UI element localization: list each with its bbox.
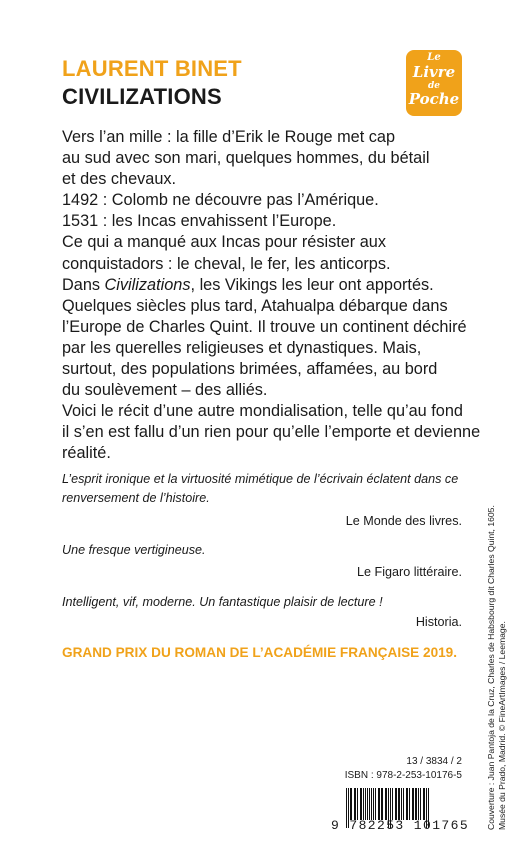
- blurb-line: réalité.: [62, 444, 111, 463]
- blurb-line: du soulèvement – des alliés.: [62, 381, 268, 400]
- barcode-bar: [373, 788, 374, 820]
- review-source: Historia.: [415, 615, 462, 629]
- logo-le: Le: [427, 52, 441, 63]
- book-references: [345, 755, 462, 783]
- blurb-line: et des chevaux.: [62, 170, 177, 189]
- barcode-bar: [415, 788, 417, 820]
- blurb-line: 1492 : Colomb ne découvre pas l’Amérique.: [62, 191, 379, 210]
- barcode-bar: [412, 788, 414, 820]
- logo-livre: Livre: [412, 63, 456, 81]
- blurb-line: Voici le récit d’une autre mondialisation, telle qu’au fond: [62, 402, 463, 421]
- isbn: ISBN : 978-2-253-10176-5: [344, 770, 462, 781]
- cover-credit-line1: Couverture : Juan Pantoja de la Cruz, Charles de Habsbourg dit Charles Quint, 1605.: [486, 505, 496, 830]
- barcode-bar: [378, 788, 380, 820]
- blurb-line: conquistadors : le cheval, le fer, les anticorps.: [62, 254, 391, 273]
- blurb-line: Quelques siècles plus tard, Atahualpa débarque dans: [62, 296, 448, 315]
- prize-text: GRAND PRIX DU ROMAN DE L’ACADÉMIE FRANÇAISE 2019.: [62, 645, 458, 660]
- barcode-bar: [398, 788, 400, 820]
- barcode-bar: [423, 788, 425, 820]
- barcode-bar: [363, 788, 364, 820]
- blurb-italic-title: Civilizations: [104, 275, 191, 294]
- review-quote: L’esprit ironique et la virtuosité mimétique de l’écrivain éclatent dans ce renversement de l’histoire.: [62, 472, 459, 505]
- blurb-line: Ce qui a manqué aux Incas pour résister aux: [62, 233, 386, 252]
- blurb: [62, 127, 481, 465]
- barcode-bar: [365, 788, 366, 820]
- blurb-line: il s’en est fallu d’un rien pour qu’elle l’emporte et devienne: [62, 423, 481, 442]
- review-source: Le Monde des livres.: [345, 514, 462, 528]
- blurb-line: par les querelles religieuses et dynastiques. Mais,: [62, 338, 422, 357]
- barcode-bar: [354, 788, 356, 820]
- barcode-bar: [403, 788, 404, 820]
- barcode-bar: [350, 788, 352, 820]
- blurb-rest: , les Vikings les leur ont apportés.: [190, 275, 434, 294]
- review-source: Le Figaro littéraire.: [357, 565, 462, 579]
- catalog-number: 13 / 3834 / 2: [406, 756, 462, 767]
- barcode-bar: [392, 788, 393, 820]
- barcode-bar: [375, 788, 376, 820]
- barcode-bar: [369, 788, 370, 820]
- barcode-digits: 9 782253 101765: [331, 818, 470, 833]
- barcode-bar: [385, 788, 387, 820]
- review-quote: Intelligent, vif, moderne. Un fantastique plaisir de lecture !: [62, 595, 383, 609]
- blurb-line: Vers l’an mille : la fille d’Erik le Rouge met cap: [62, 128, 396, 146]
- blurb-line: au sud avec son mari, quelques hommes, du bétail: [62, 149, 430, 168]
- blurb-dans: Dans: [62, 275, 105, 294]
- blurb-line: surtout, des populations brimées, affamées, au bord: [62, 360, 438, 379]
- barcode-bar: [360, 788, 362, 820]
- barcode-bar: [357, 788, 358, 820]
- publisher-logo: [406, 50, 462, 116]
- logo-poche: Poche: [408, 90, 460, 108]
- logo-de: de: [427, 81, 441, 91]
- barcode-bar: [401, 788, 402, 820]
- review-quote: Une fresque vertigineuse.: [62, 543, 206, 557]
- cover-credit: [486, 505, 508, 830]
- barcode-bar: [409, 788, 410, 820]
- blurb-line: 1531 : les Incas envahissent l’Europe.: [62, 212, 337, 231]
- author-name: LAURENT BINET: [62, 56, 242, 81]
- barcode-bar: [420, 788, 421, 820]
- blurb-line-civilizations: [62, 275, 462, 296]
- blurb-line: l’Europe de Charles Quint. Il trouve un continent déchiré: [62, 317, 467, 336]
- book-title: CIVILIZATIONS: [62, 84, 222, 109]
- barcode-bar: [381, 788, 383, 820]
- barcode-bar: [406, 788, 408, 820]
- barcode-bar: [418, 788, 419, 820]
- barcode-bar: [367, 788, 368, 820]
- cover-credit-line2: Musée du Prado, Madrid. © FineArtImages / Leemage.: [497, 621, 507, 830]
- barcode-bar: [395, 788, 397, 820]
- barcode-bar: [371, 788, 372, 820]
